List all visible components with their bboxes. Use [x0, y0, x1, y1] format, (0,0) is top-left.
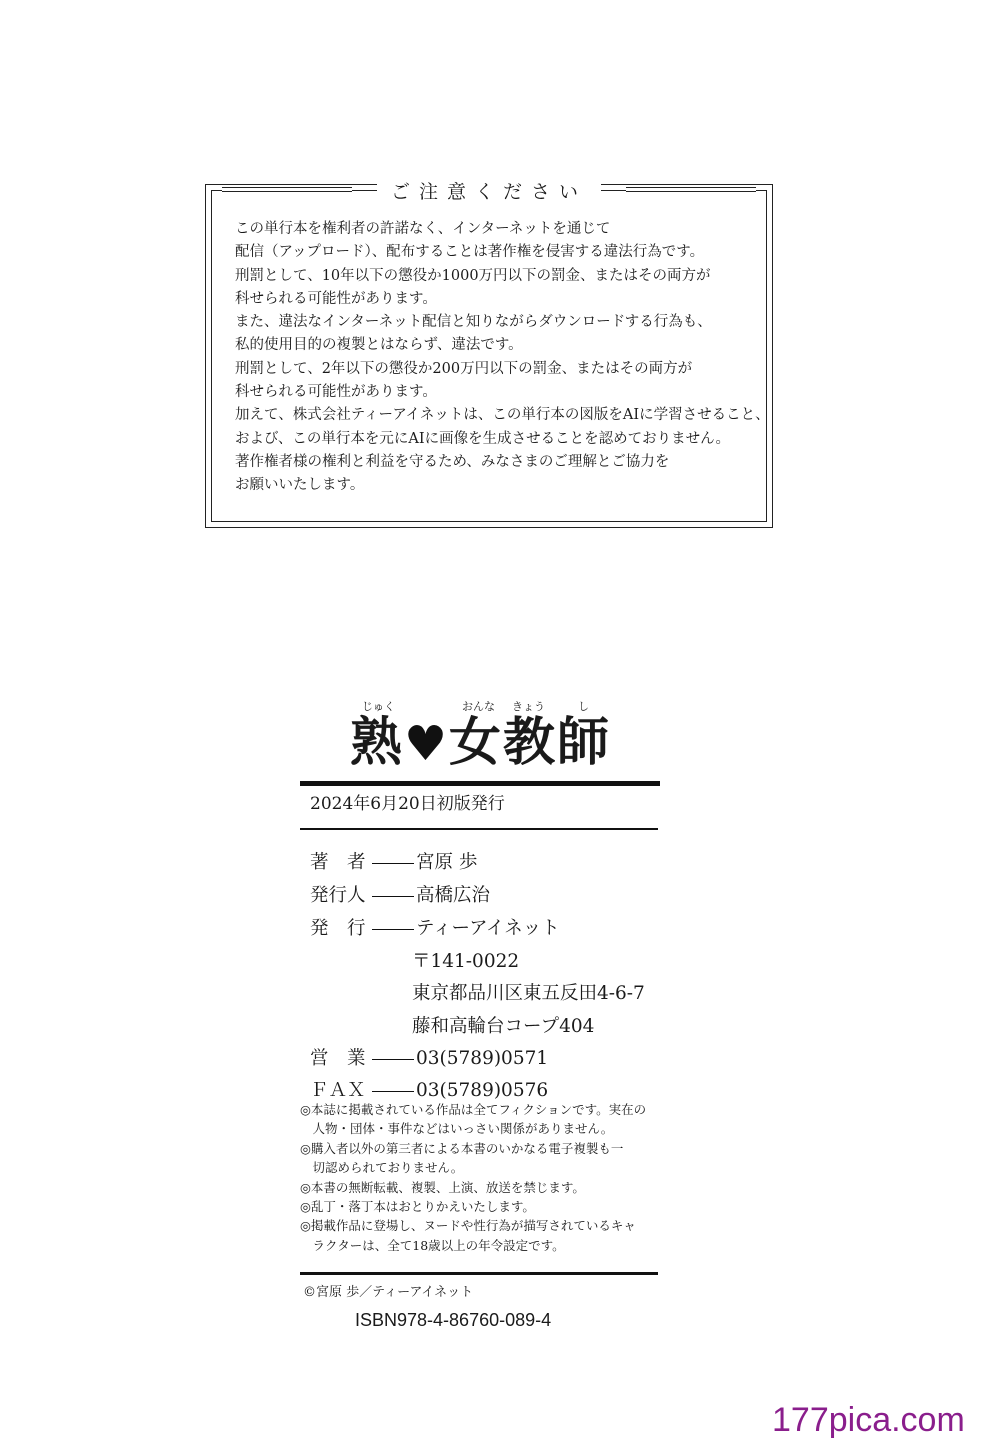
note-line: ◎購入者以外の第三者による本書のいかなる電子複製も一	[300, 1140, 624, 1156]
notice-line: 科せられる可能性があります。	[235, 290, 437, 307]
notice-inner-frame	[211, 181, 770, 522]
note-line: ◎本書の無断転載、複製、上演、放送を禁じます。	[300, 1179, 585, 1195]
fax-label: ＦＡＸ	[310, 1080, 366, 1101]
notice-line: この単行本を権利者の許諾なく、インターネットを通じて	[235, 221, 611, 237]
fax-row	[310, 1076, 548, 1102]
copyright-rule	[300, 1272, 658, 1275]
title-rule	[300, 781, 660, 786]
title-ruby-3: きょう	[512, 700, 545, 713]
note-line: ◎掲載作品に登場し、ヌードや性行為が描写されているキャ	[300, 1218, 636, 1234]
book-title-part2: 女教師	[449, 712, 612, 773]
publisher-person-label: 発行人	[310, 885, 366, 906]
edition-date: 2024年6月20日初版発行	[310, 794, 505, 814]
dash-divider	[372, 1059, 414, 1060]
author-row	[310, 848, 477, 874]
sales-phone: 03(5789)0571	[416, 1048, 549, 1069]
note-line: 切認められておりません。	[300, 1160, 464, 1176]
isbn: ISBN978-4-86760-089-4	[355, 1310, 552, 1330]
dash-divider	[372, 863, 414, 864]
author-label: 著 者	[310, 852, 366, 873]
dash-divider	[372, 1091, 414, 1092]
notice-title-text: ご注意ください	[377, 181, 601, 203]
sales-row	[310, 1044, 548, 1070]
publisher-name: ティーアイネット	[416, 918, 560, 939]
author-name: 宮原 歩	[416, 852, 478, 873]
notice-line: 科せられる可能性があります。	[235, 384, 437, 401]
note-line: ◎本誌に掲載されている作品は全てフィクションです。実在の	[300, 1102, 647, 1117]
title-ruby-2: おんな	[462, 700, 495, 713]
copyright: ©宮原 歩／ティーアイネット	[303, 1285, 474, 1300]
heart-icon: ♥	[404, 716, 450, 772]
notice-line: および、この単行本を元にAIに画像を生成させることを認めておりません。	[235, 430, 730, 447]
notice-box	[205, 181, 773, 528]
fax-number: 03(5789)0576	[416, 1080, 549, 1101]
publisher-row	[310, 914, 560, 940]
notice-line: 刑罰として、2年以下の懲役か200万円以下の罰金、またはその両方が	[235, 360, 693, 377]
sales-label: 営 業	[310, 1048, 366, 1069]
book-title	[350, 700, 611, 775]
postal-code: 〒141-0022	[412, 951, 520, 972]
title-ruby-4: し	[578, 700, 589, 713]
notice-line: 刑罰として、10年以下の懲役か1000万円以下の罰金、またはその両方が	[235, 267, 711, 284]
address-line-2: 藤和高輪台コープ404	[412, 1016, 595, 1037]
notice-line: また、違法なインターネット配信と知りながらダウンロードする行為も、	[235, 314, 712, 331]
site-watermark: 177pica.com	[772, 1401, 965, 1439]
notice-line: 著作権者様の権利と利益を守るため、みなさまのご理解とご協力を	[235, 453, 670, 470]
book-title-part1: 熟	[350, 712, 405, 773]
note-line: ラクターは、全て18歳以上の年令設定です。	[300, 1237, 565, 1253]
publisher-person-name: 高橋広治	[416, 885, 491, 906]
note-line: 人物・団体・事件などはいっさい関係がありません。	[300, 1121, 614, 1137]
dash-divider	[372, 929, 414, 930]
notice-title	[212, 177, 766, 204]
publisher-label: 発 行	[310, 918, 366, 939]
notice-line: お願いいたします。	[235, 477, 365, 494]
legal-notes	[300, 1100, 646, 1255]
publisher-person-row	[310, 881, 490, 907]
title-ruby-1: じゅく	[362, 700, 395, 713]
dash-divider	[372, 896, 414, 897]
note-line: ◎乱丁・落丁本はおとりかえいたします。	[300, 1199, 535, 1215]
notice-line: 私的使用目的の複製とはならず、違法です。	[235, 337, 523, 354]
notice-line: 加えて、株式会社ティーアイネットは、この単行本の図版をAIに学習させること、	[235, 407, 770, 424]
edition-rule	[300, 828, 658, 830]
notice-line: 配信（アップロード）、配布することは著作権を侵害する違法行為です。	[235, 244, 705, 261]
address-line-1: 東京都品川区東五反田4-6-7	[412, 983, 645, 1004]
notice-lines	[235, 218, 770, 498]
